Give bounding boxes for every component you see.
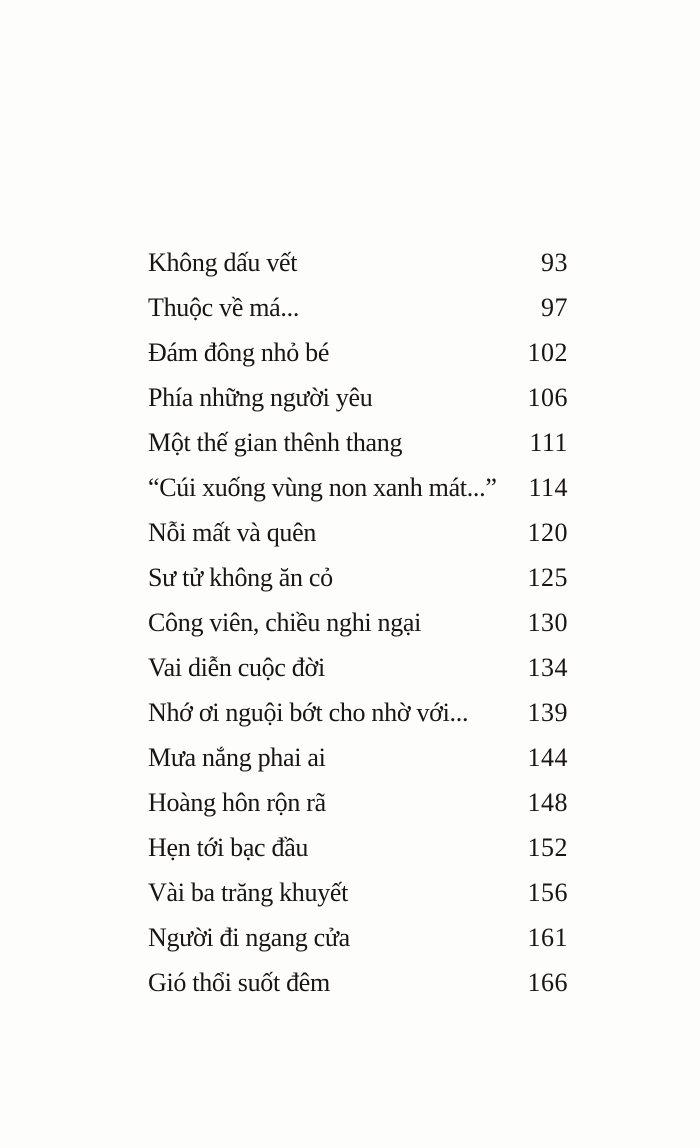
toc-entry-title: Mưa nắng phai ai <box>148 743 326 772</box>
toc-row <box>148 645 568 690</box>
toc-entry-page-number: 114 <box>528 473 568 502</box>
toc-row <box>148 465 568 510</box>
toc-row <box>148 870 568 915</box>
toc-row <box>148 510 568 555</box>
toc-row <box>148 780 568 825</box>
toc-row <box>148 555 568 600</box>
toc-row <box>148 690 568 735</box>
toc-entry-page-number: 106 <box>527 383 568 412</box>
toc-entry-page-number: 93 <box>541 248 568 277</box>
toc-entry-title: Hẹn tới bạc đầu <box>148 833 309 862</box>
toc-entry-title: Thuộc về má... <box>148 293 300 322</box>
toc-entry-page-number: 139 <box>527 698 568 727</box>
toc-entry-title: Đám đông nhỏ bé <box>148 338 330 367</box>
toc-entry-title: “Cúi xuống vùng non xanh mát...” <box>148 473 497 502</box>
toc-entry-page-number: 134 <box>527 653 568 682</box>
toc-row <box>148 420 568 465</box>
table-of-contents <box>148 240 568 1005</box>
toc-row <box>148 600 568 645</box>
toc-entry-title: Phía những người yêu <box>148 383 373 412</box>
toc-entry-page-number: 161 <box>527 923 568 952</box>
toc-row <box>148 240 568 285</box>
toc-entry-title: Nỗi mất và quên <box>148 518 317 547</box>
toc-entry-page-number: 166 <box>527 968 568 997</box>
toc-row <box>148 285 568 330</box>
toc-entry-page-number: 125 <box>527 563 568 592</box>
toc-row <box>148 960 568 1005</box>
toc-entry-title: Công viên, chiều nghi ngại <box>148 608 422 637</box>
toc-entry-title: Không dấu vết <box>148 248 298 277</box>
toc-entry-title: Gió thổi suốt đêm <box>148 968 330 997</box>
toc-entry-title: Người đi ngang cửa <box>148 923 350 952</box>
toc-entry-page-number: 130 <box>527 608 568 637</box>
toc-entry-title: Hoàng hôn rộn rã <box>148 788 326 817</box>
toc-row <box>148 915 568 960</box>
toc-entry-page-number: 156 <box>527 878 568 907</box>
toc-entry-page-number: 152 <box>527 833 568 862</box>
toc-row <box>148 825 568 870</box>
toc-entry-title: Vai diễn cuộc đời <box>148 653 325 682</box>
toc-row <box>148 375 568 420</box>
toc-entry-title: Một thế gian thênh thang <box>148 428 403 457</box>
toc-entry-title: Vài ba trăng khuyết <box>148 878 349 907</box>
toc-row <box>148 735 568 780</box>
toc-entry-page-number: 111 <box>529 428 568 457</box>
toc-entry-title: Sư tử không ăn cỏ <box>148 563 333 592</box>
toc-entry-page-number: 102 <box>527 338 568 367</box>
toc-entry-page-number: 97 <box>541 293 568 322</box>
toc-entry-page-number: 144 <box>527 743 568 772</box>
toc-entry-page-number: 120 <box>527 518 568 547</box>
toc-entry-title: Nhớ ơi nguội bớt cho nhờ với... <box>148 698 469 727</box>
toc-entry-page-number: 148 <box>527 788 568 817</box>
toc-row <box>148 330 568 375</box>
